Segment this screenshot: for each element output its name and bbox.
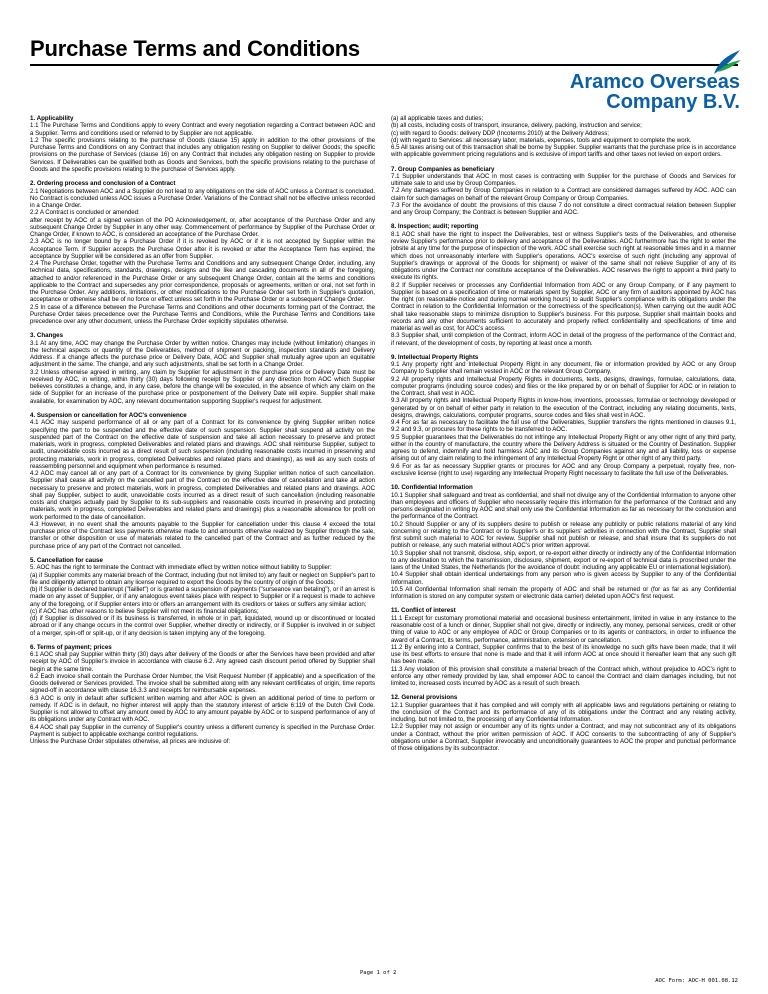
clause-paragraph: 10.4 Supplier shall obtain identical undertakings from any person who is given access by Supplier to any of the Confidential Information.	[391, 571, 736, 586]
clause-section	[391, 223, 736, 346]
clause-paragraph: Unless the Purchase Order stipulates otherwise, all prices are inclusive of:	[30, 738, 231, 746]
clause-section	[391, 166, 736, 217]
clause-heading: 4. Suspension or cancellation for AOC's convenience	[30, 411, 187, 419]
clause-heading: 5. Cancellation for cause	[30, 556, 103, 564]
clause-paragraph: (a) if Supplier commits any material breach of the Contract, including (but not limited to) any fault or neglect on Supplier's part to file and diligently attempt to obtain any license required to export the Goods by the country of origin of the Goods;	[30, 571, 375, 586]
clause-section	[30, 557, 375, 637]
clause-section	[30, 115, 375, 173]
clause-paragraph: 6.4 AOC shall pay Supplier in the currency of Supplier's country unless a different currency is specified in the Purchase Order. Payment is subject to applicable exchange control regulations.	[30, 723, 375, 738]
clause-paragraph: 9.2 All property rights and Intellectual Property Rights in documents, texts, designs, drawings, formulae, calculations, data, computer programs (including source codes) and files or the like prepared by or on behalf of Supplier for AOC or in relation to the Contract, shall vest in AOC.	[391, 375, 736, 398]
clause-paragraph: 2.2 A Contract is concluded or amended:	[30, 209, 140, 217]
logo-line-2: Company B.V.	[606, 91, 740, 113]
clause-heading: 6. Terms of payment; prices	[30, 643, 112, 651]
clause-paragraph: 6.3 AOC is only in default after sufficient written warning and after AOC is given an additional period of time to perform or remedy. If AOC is in default, no higher interest will apply than the statutory interest of article 6:119 of the Dutch Civil Code. Supplier is not allowed to offset any amount owed by AOC to any amount payable by AOC or to suspend performance of any of its obligations under any Contract with AOC.	[30, 694, 375, 724]
clause-section	[391, 484, 736, 600]
clause-paragraph: 8.2 If Supplier receives or processes any Confidential Information from AOC or any Group Company, or if any payment to Supplier is based on a specification of time or materials spent by Supplier, AOC or any firm of auditors appointed by AOC has the right (on reasonable notice and during normal working hours) to audit Supplier's compliance with its obligations under the Contract in relation to the Confidential Information or the correctness of the specification(s). When carrying out the audit AOC shall take reasonable steps to minimize disruption to Supplier's business. For this purpose, Supplier shall maintain books and records and any other documents sufficient to accurately and properly reflect confidentiality and specifications of time and material as well as cost, for AOC's access.	[391, 281, 736, 333]
clause-paragraph: 8.3 Supplier shall, until completion of the Contract, inform AOC in detail of the progress of the performance of the Contract and, if relevant, of the development of costs, by reporting at least once a month.	[391, 332, 736, 347]
clause-paragraph: (b) if Supplier is declared bankrupt ("failliet") or is granted a suspension of payments ("surseance van betaling"), or if an arrest is made on any asset of Supplier, or if any analogous event takes place with respect to Supplier or if a request is made to achieve any of the foregoing, or if Supplier enters into or offers an arrangement with its creditors or takes or suffers any similar action;	[30, 586, 375, 608]
clause-paragraph: (c) if AOC has other reasons to believe Supplier will not meet its financial obligations;	[30, 607, 259, 615]
clause-paragraph: 11.1 Except for customary promotional material and occasional business entertainment, limited in value in any instance to the reasonable cost of a lunch or dinner, Supplier shall not give, directly or indirectly, any money, personal services, credit or other thing of value to AOC or any employee of AOC or Group Companies or to its agents or contractors, in order to influence the award of a Contract, its terms, performance, administration, extension or cancellation.	[391, 614, 736, 644]
clause-paragraph: 10.5 All Confidential Information shall remain the property of AOC and shall be returned or (for as far as any Confidential Information is stored on any computer system or electronic data carrier) deleted upon AOC's first request.	[391, 585, 736, 601]
clause-paragraph: 10.3 Supplier shall not transmit, disclose, ship, export, or re-export either directly or indirectly any of the Confidential Information to any destination to which the transmission, disclosure, shipment, export or re-export of technical data is proscribed under the laws of the United States, the Netherlands (for the avoidance of doubt: including any applicable EU or international legislation).	[391, 549, 736, 572]
clause-paragraph: (a) all applicable taxes and duties;	[391, 115, 484, 122]
clause-paragraph: 7.1 Supplier understands that AOC in most cases is contracting with Supplier for the purchase of Goods and Services for ultimate sale to and use by Group Companies.	[391, 172, 736, 188]
clause-paragraph: 11.2 By entering into a Contract, Supplier confirms that to the best of its knowledge no such gifts have been made, that it will use its best efforts to ensure that none is made and that it will inform AOC at once should it hereafter learn that any such gift has been made.	[391, 643, 736, 666]
clause-paragraph: 2.4 The Purchase Order, together with the Purchase Terms and Conditions and any subsequent Change Order, including, any technical data, specifications, standards, drawings, designs and the like and cascading documents in all of the foregoing, attached to and/or referenced in the Purchase Order or any subsequent Change Order, contain all the terms and conditions applicable to the Contract and supersedes any prior correspondence, proposals or agreements, written or oral, not set forth in the Purchase Order. Any additions, limitations, or other modifications to the Purchase Order set forth in Supplier's quotation, acceptance or otherwise shall be of no force or effect unless set forth in the Purchase Order or a subsequent Change Order.	[30, 260, 375, 304]
clause-paragraph: 5. AOC has the right to terminate the Contract with immediate effect by written notice without liability to Supplier:	[30, 564, 332, 572]
clause-paragraph: 2.3 AOC is no longer bound by a Purchase Order if it is revoked by AOC or if it is not accepted by Supplier within the Acceptance Term. If Supplier accepts the Purchase Order after it is revoked or after the Acceptance Term has expired, the acceptance by Supplier will be considered as an offer from Supplier.	[30, 238, 375, 260]
clause-heading: 10. Confidential Information	[391, 484, 473, 492]
clause-heading: 9. Intellectual Property Rights	[391, 353, 479, 361]
clause-paragraph: 12.2 Supplier may not assign or encumber any of its rights under a Contract, and may not subcontract any of its obligations under a Contract, without the prior written permission of AOC. If AOC consents to the subcontracting of any of Supplier's obligations under a Contract, Supplier irrevocably and unconditionally guarantees to AOC the proper and punctual performance of those obligations by its subcontractor.	[391, 723, 736, 753]
clause-heading: 8. Inspection; audit; reporting	[391, 223, 479, 231]
clause-paragraph: 9.1 Any property right and Intellectual Property Right in any document, file or information provided by AOC or any Group Company to Supplier shall remain vested in AOC or the relevant Group Company.	[391, 361, 736, 376]
clause-heading: 11. Conflict of interest	[391, 607, 456, 615]
clause-paragraph: (d) if Supplier is dissolved or if its business is transferred, in whole or in part, liquidated, wound up or discontinued or located abroad or if any change occurs in the control over Supplier, whether directly or indirectly, or if Supplier is involved in or subject of a merger, spin-off or split-up, or if any decision is taken implying any of the foregoing.	[30, 615, 375, 637]
clause-section	[391, 115, 736, 159]
clause-heading: 3. Changes	[30, 332, 64, 340]
clause-paragraph: 4.3 However, in no event shall the amounts payable to the Supplier for cancellation under this clause 4 exceed the total purchase price of the Contract less payments otherwise made to and amounts otherwise realized by Supplier through the sale, transfer or other disposition or use of materials related to the cancelled part of the Contract and as further reduced by the purchase price of any part of the Contract not cancelled.	[30, 520, 375, 550]
clause-paragraph: 9.5 Supplier guarantees that the Deliverables do not infringe any Intellectual Property Right or any other right of any third party, either in the country of manufacture, the country where the Delivery Address is situated or the Country of Destination. Supplier agrees to defend, indemnify and hold harmless AOC and its Group Companies against any and all liability, loss or expense arising out of any claim relating to the infringement of any Intellectual Property Right or other right of any third party.	[391, 433, 736, 463]
logo-line-1: Aramco Overseas	[569, 71, 740, 93]
clause-paragraph: (b) all costs, including costs of transport, insurance, delivery, packing, instruction and service;	[391, 122, 642, 130]
title-rule	[30, 64, 738, 66]
clause-section	[30, 644, 375, 746]
clause-paragraph: 2.5 In case of a difference between the Purchase Terms and Conditions and other documents forming part of the Contract, the Purchase Order takes precedence over the Purchase Terms and Conditions, while the Purchase Terms and Conditions take precedence over any other document, unless the Purchase Order explicitly stipulates otherwise.	[30, 303, 375, 326]
company-logo	[540, 72, 740, 112]
page-number: Page 1 of 2	[360, 970, 397, 976]
clause-heading: 1. Applicability	[30, 115, 74, 122]
clause-paragraph: 7.2 Any damages suffered by Group Companies in relation to a Contract are considered damages suffered by AOC. AOC can claim for such damages on behalf of the relevant Group Company or Group Companies.	[391, 187, 736, 202]
clause-paragraph: after receipt by AOC of a signed version of the PO Acknowledgement, or, after acceptance of the Purchase Order and any subsequent Change Order by Supplier in any other way. Commencement of performance by Supplier of the Purchase Order or Change Order, if known to AOC, is considered an acceptance of the Purchase Order.	[30, 216, 375, 239]
clause-section	[30, 412, 375, 550]
clause-section	[391, 607, 736, 687]
clause-paragraph: (d) with regard to Services: all necessary labor, materials, expenses, tools and equipment to complete the work.	[391, 136, 692, 144]
clause-paragraph: 12.1 Supplier guarantees that it has complied and will comply with all applicable laws and regulations pertaining or relating to the conclusion of the Contract and its performance of any of its obligations under the Contract and any relating activity, including, but not limited to, the processing of any Confidential Information.	[391, 701, 736, 724]
clause-heading: 2. Ordering process and conclusion of a Contract	[30, 180, 176, 188]
clause-heading: 12. General provisions	[391, 694, 458, 702]
clause-paragraph: 4.1 AOC may suspend performance of all or any part of a Contract for its convenience by giving Supplier written notice specifying the part to be suspended and the effective date of such suspension. Supplier shall suspend all activity on the suspended part of the Contract on the effective date of suspension and take all action necessary to preserve and protect materials, work in progress, completed Deliverables and related plans and drawings. AOC shall reimburse Supplier, subject to audit, unavoidable costs incurred as a direct result of such suspension (including reasonable costs incurred in preserving and protecting materials, work in progress, completed Deliverables and related plans and drawings), as well as any such costs of reassembling personnel and equipment when performance is resumed.	[30, 419, 375, 470]
clause-paragraph: 6.5 All taxes arising out of this transaction shall be borne by Supplier. Supplier warrants that the purchase price is in accordance with applicable government pricing regulations and is exclusive of import tariffs and other taxes not levied on export orders.	[391, 144, 736, 159]
clause-paragraph: 9.4 For as far as necessary to facilitate the full use of the Deliverables, Supplier transfers the rights mentioned in clauses 9.1, 9.2 and 9.3, or procures for these rights to be transferred to AOC.	[391, 419, 736, 434]
clause-paragraph: 3.2 Unless otherwise agreed in writing, any claim by Supplier for adjustment in the purchase price or Delivery Date must be received by AOC, in writing, within thirty (30) days following receipt by Supplier of any direction from AOC which Supplier believes constitutes a change, and, in any case, before the change will be executed, in the absence of which any claim on the side of Supplier for an increase of the purchase price or postponement of the Delivery Date will expire. Supplier shall make available, for examination by AOC, any relevant documentation supporting Supplier's request for adjustment.	[30, 368, 375, 405]
clause-section	[391, 354, 736, 477]
clause-section	[391, 694, 736, 752]
clause-paragraph: 1.2 The specific provisions relating to the purchase of Goods (clause 15) apply in addition to the other provisions of the Purchase Terms and Conditions on any Contract that includes any obligation resting on Supplier to deliver Goods; the specific provisions on the purchase of Services (clause 16) on any Contract that includes any obligation resting on Supplier to provide Services. If Deliverables can be qualified both as Goods and Services, both the specific provisions relating to the purchase of Goods and the specific provisions relating to the purchase of Services apply.	[30, 136, 375, 173]
clause-section	[30, 180, 375, 325]
clause-paragraph: 9.3 All property rights and Intellectual Property Rights in know-how, inventions, processes, formulae or technology developed or generated by or on behalf of either party in relation to the execution of the Contract, including any relating documents, texts, designs, drawings, calculations, computer programs, source codes and files shall vest in AOC.	[391, 397, 736, 419]
form-number: AOC Form: AOC-H 001.08.12	[655, 978, 738, 984]
clause-heading: 7. Group Companies as beneficiary	[391, 165, 495, 173]
clause-paragraph: (c) with regard to Goods: delivery DDP (Incoterms 2010) at the Delivery Address;	[391, 129, 609, 137]
clause-paragraph: 10.2 Should Supplier or any of its suppliers desire to publish or release any publicity or public relations material of any kind concerning or relating to the Contract or to Supplier's or its suppliers' activities in connection with the Contract, Supplier shall first submit such material to AOC for review. Supplier shall not publish or release, and shall insure that its suppliers do not publish or release, any such material without AOC's prior written approval.	[391, 520, 736, 550]
clause-paragraph: 2.1 Negotiations between AOC and a Supplier do not lead to any obligations on the side of AOC unless a Contract is concluded. No Contract is concluded unless AOC issues a Purchase Order. Variations of the Contract shall not be effective unless recorded in a Change Order.	[30, 187, 375, 210]
clause-paragraph: 8.1 AOC shall have the right to inspect the Deliverables, test or witness Supplier's tests of the Deliverables, and otherwise review Supplier's performance prior to delivery and acceptance of the Deliverables. AOC furthermore has the right to enter the jobsite at any time for the purpose of inspection of the work. AOC shall exercise such right at reasonable times and in a manner which does not unreasonably interfere with Supplier's operations. AOC's exercise of such right (including any approval of Supplier's drawings or approval of the Goods for shipment) or waiver of the same shall not relieve Supplier of any of its obligations under the Contract nor constitute acceptance of the Deliverables. AOC reserves the right to appoint a third party to execute its rights.	[391, 230, 736, 282]
clause-paragraph: 6.2 Each invoice shall contain the Purchase Order Number, the Visit Request Number (if applicable) and a specification of the Goods delivered or Services provided. The invoice shall be submitted along with any relevant certificates of origin, time reports signed-off in accordance with clause 16.3.3 and receipts for reimbursable expenses.	[30, 672, 375, 695]
clause-paragraph: 9.6 For as far as necessary Supplier grants or procures for AOC and any Group Company a perpetual, royalty free, non-exclusive license (right to use) regarding any Intellectual Property Right necessary to facilitate the full use of the Deliverables.	[391, 462, 736, 477]
left-column	[30, 115, 375, 752]
clause-paragraph: 7.3 For the avoidance of doubt: the provisions of this clause 7 do not constitute a direct contractual relation between Supplier and any Group Company; the Contract is between Supplier and AOC.	[391, 201, 736, 217]
clause-paragraph: 4.2 AOC may cancel all or any part of a Contract for its convenience by giving Supplier written notice of such cancellation. Supplier shall cease all activity on the cancelled part of the Contract on the effective date of cancellation and take all action necessary to preserve and protect materials, work in progress, completed Deliverables and related plans and drawings. AOC shall pay Supplier, subject to audit, unavoidable costs incurred as a direct result of such cancellation (including reasonable costs and charges actually paid by Supplier to its sub-suppliers and reasonable costs incurred in preserving and protecting materials, work in progress, completed Deliverables and related plans and drawings) plus a reasonable allowance for profit on work performed to the date of cancellation.	[30, 470, 375, 521]
right-column	[391, 115, 736, 759]
clause-section	[30, 332, 375, 405]
clause-paragraph: 10.1 Supplier shall safeguard and treat as confidential, and shall not divulge any of the Confidential Information to anyone other than employees and officers of Supplier who necessarily require this information for the performance of the Contract and any persons designated in writing by AOC and shall only use the Confidential Information as far as necessary for the conclusion and the performance of the Contract.	[391, 491, 736, 521]
clause-paragraph: 1.1 The Purchase Terms and Conditions apply to every Contract and every negotiation regarding a Contract between AOC and a Supplier. Terms and conditions used or referred to by Supplier are not applicable.	[30, 122, 375, 137]
clause-paragraph: 3.1 At any time, AOC may change the Purchase Order by written notice. Changes may include (without limitation) changes in the technical aspects or quantity of the Deliverables, method of shipment or packing, inspection standards and Delivery Address. If a change affects the purchase price or Delivery Date, AOC and Supplier shall mutually agree upon an equitable adjustment in the same. The change, and any such adjustments, shall be set forth in a Change Order.	[30, 339, 375, 369]
page-title: Purchase Terms and Conditions	[30, 36, 360, 61]
clause-paragraph: 11.3 Any violation of this provision shall constitute a material breach of the Contract which, without prejudice to AOC's right to enforce any other remedy provided by law, shall empower AOC to cancel the Contract and claim damages including, but not limited to, increased costs incurred by AOC as a result of such breach.	[391, 665, 736, 688]
clause-paragraph: 6.1 AOC shall pay Supplier within thirty (30) days after delivery of the Goods or after the Services have been provided and after receipt by AOC of Supplier's invoice in accordance with clause 6.2. Any agreed cash discount period offered by Supplier shall begin at the same time.	[30, 651, 375, 673]
